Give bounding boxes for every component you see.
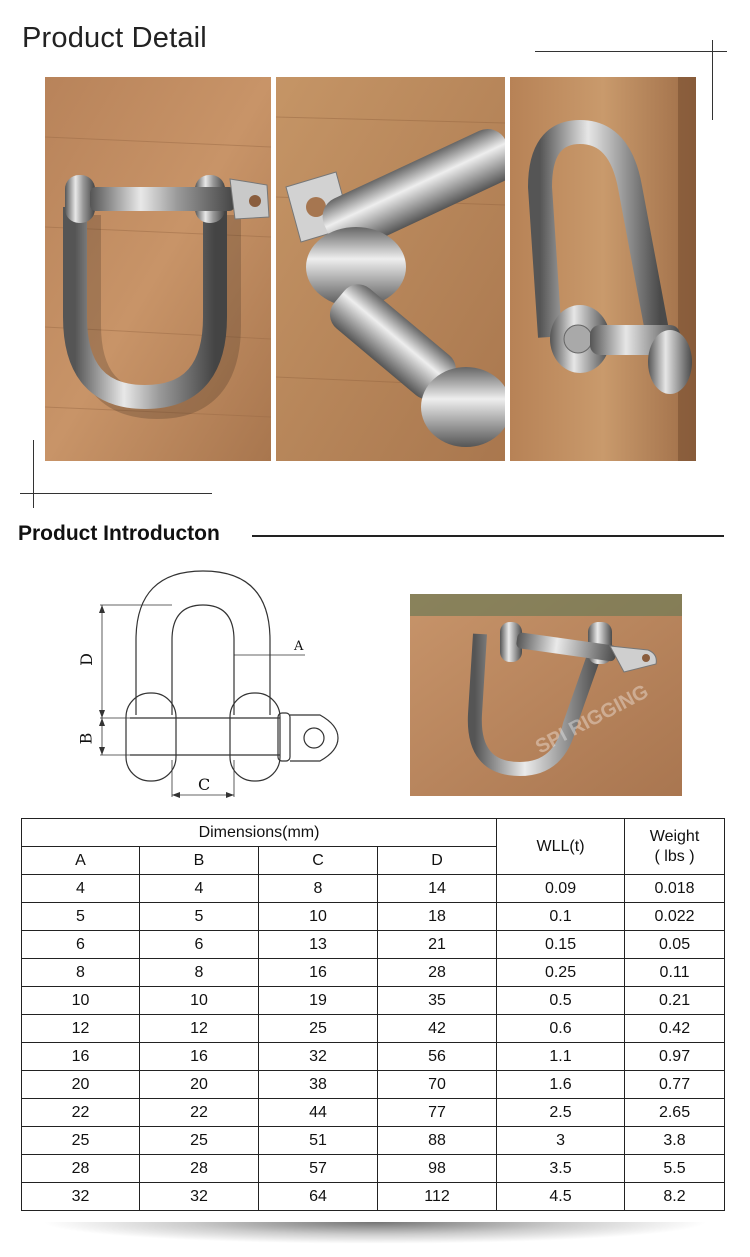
table-row bbox=[22, 987, 725, 1015]
cell-d: 35 bbox=[378, 987, 497, 1015]
cell-d: 77 bbox=[378, 1099, 497, 1127]
weight-header-line2: ( lbs ) bbox=[654, 847, 695, 865]
cell-c: 32 bbox=[259, 1043, 378, 1071]
cell-b: 16 bbox=[140, 1043, 259, 1071]
weight-header bbox=[625, 819, 725, 875]
column-header-b: B bbox=[140, 847, 259, 875]
cell-d: 18 bbox=[378, 903, 497, 931]
cell-weight: 0.77 bbox=[625, 1071, 725, 1099]
d-shackle-pin-closeup-photo-icon bbox=[276, 77, 505, 461]
cell-a: 12 bbox=[22, 1015, 140, 1043]
cell-c: 51 bbox=[259, 1127, 378, 1155]
cell-d: 56 bbox=[378, 1043, 497, 1071]
cell-c: 25 bbox=[259, 1015, 378, 1043]
header-rule-vertical bbox=[712, 40, 713, 120]
diagram-label-d: D bbox=[76, 653, 96, 666]
cell-c: 13 bbox=[259, 931, 378, 959]
cell-weight: 8.2 bbox=[625, 1183, 725, 1211]
cell-d: 42 bbox=[378, 1015, 497, 1043]
dimension-diagram bbox=[70, 565, 350, 805]
cell-c: 38 bbox=[259, 1071, 378, 1099]
product-photo-front bbox=[45, 77, 271, 461]
cell-c: 57 bbox=[259, 1155, 378, 1183]
cell-a: 32 bbox=[22, 1183, 140, 1211]
cell-wll: 4.5 bbox=[497, 1183, 625, 1211]
cell-c: 19 bbox=[259, 987, 378, 1015]
photo-watermark: SPI RIGGING bbox=[532, 680, 653, 759]
d-shackle-side-photo-icon bbox=[510, 77, 696, 461]
cell-weight: 3.8 bbox=[625, 1127, 725, 1155]
cell-b: 10 bbox=[140, 987, 259, 1015]
section-title: Product Introducton bbox=[18, 522, 220, 545]
cell-b: 4 bbox=[140, 875, 259, 903]
cell-d: 28 bbox=[378, 959, 497, 987]
cell-a: 20 bbox=[22, 1071, 140, 1099]
dimensions-header: Dimensions(mm) bbox=[22, 819, 497, 847]
cell-weight: 0.022 bbox=[625, 903, 725, 931]
cell-b: 20 bbox=[140, 1071, 259, 1099]
cell-a: 5 bbox=[22, 903, 140, 931]
shackle-diagram-icon bbox=[70, 565, 350, 805]
cell-b: 8 bbox=[140, 959, 259, 987]
column-header-a: A bbox=[22, 847, 140, 875]
table-row bbox=[22, 1015, 725, 1043]
cell-wll: 1.6 bbox=[497, 1071, 625, 1099]
cell-weight: 5.5 bbox=[625, 1155, 725, 1183]
cell-wll: 3 bbox=[497, 1127, 625, 1155]
cell-a: 16 bbox=[22, 1043, 140, 1071]
product-photo-pin bbox=[276, 77, 505, 461]
cell-wll: 0.1 bbox=[497, 903, 625, 931]
column-header-c: C bbox=[259, 847, 378, 875]
cell-d: 21 bbox=[378, 931, 497, 959]
table-row bbox=[22, 903, 725, 931]
cell-wll: 0.5 bbox=[497, 987, 625, 1015]
table-header-row bbox=[22, 819, 725, 847]
table-row bbox=[22, 1127, 725, 1155]
weight-header-line1: Weight bbox=[649, 827, 700, 845]
photo-frame-rule bbox=[20, 493, 212, 494]
product-photo-side bbox=[510, 77, 696, 461]
header-rule bbox=[535, 51, 727, 52]
cell-b: 12 bbox=[140, 1015, 259, 1043]
diagram-label-c: C bbox=[198, 775, 211, 794]
table-row bbox=[22, 875, 725, 903]
cell-b: 6 bbox=[140, 931, 259, 959]
cell-b: 32 bbox=[140, 1183, 259, 1211]
cell-wll: 0.6 bbox=[497, 1015, 625, 1043]
cell-wll: 2.5 bbox=[497, 1099, 625, 1127]
cell-weight: 0.11 bbox=[625, 959, 725, 987]
product-photo-angled bbox=[410, 594, 682, 796]
table-row bbox=[22, 1183, 725, 1211]
cell-a: 28 bbox=[22, 1155, 140, 1183]
cell-weight: 0.21 bbox=[625, 987, 725, 1015]
cell-d: 98 bbox=[378, 1155, 497, 1183]
cell-a: 8 bbox=[22, 959, 140, 987]
cell-b: 25 bbox=[140, 1127, 259, 1155]
cell-wll: 0.15 bbox=[497, 931, 625, 959]
photo-frame-rule-vertical bbox=[33, 440, 34, 508]
cell-wll: 0.09 bbox=[497, 875, 625, 903]
table-row bbox=[22, 1071, 725, 1099]
spec-table bbox=[21, 818, 725, 1211]
cell-wll: 1.1 bbox=[497, 1043, 625, 1071]
column-header-d: D bbox=[378, 847, 497, 875]
cell-weight: 0.018 bbox=[625, 875, 725, 903]
cell-c: 10 bbox=[259, 903, 378, 931]
cell-c: 64 bbox=[259, 1183, 378, 1211]
d-shackle-front-photo-icon bbox=[45, 77, 271, 461]
section-title-rule bbox=[252, 535, 724, 537]
cell-a: 10 bbox=[22, 987, 140, 1015]
table-row bbox=[22, 1099, 725, 1127]
cell-d: 112 bbox=[378, 1183, 497, 1211]
d-shackle-angled-photo-icon bbox=[410, 594, 682, 796]
cell-b: 22 bbox=[140, 1099, 259, 1127]
cell-weight: 0.97 bbox=[625, 1043, 725, 1071]
cell-d: 14 bbox=[378, 875, 497, 903]
cell-a: 22 bbox=[22, 1099, 140, 1127]
cell-weight: 2.65 bbox=[625, 1099, 725, 1127]
page-title: Product Detail bbox=[22, 22, 207, 54]
cell-b: 28 bbox=[140, 1155, 259, 1183]
cell-d: 70 bbox=[378, 1071, 497, 1099]
cell-c: 8 bbox=[259, 875, 378, 903]
table-row bbox=[22, 1043, 725, 1071]
table-row bbox=[22, 931, 725, 959]
table-row bbox=[22, 959, 725, 987]
cell-c: 16 bbox=[259, 959, 378, 987]
diagram-label-a: A bbox=[294, 639, 304, 654]
cell-wll: 3.5 bbox=[497, 1155, 625, 1183]
cell-wll: 0.25 bbox=[497, 959, 625, 987]
cell-a: 6 bbox=[22, 931, 140, 959]
table-row bbox=[22, 1155, 725, 1183]
cell-weight: 0.05 bbox=[625, 931, 725, 959]
cell-a: 4 bbox=[22, 875, 140, 903]
bottom-shadow bbox=[40, 1222, 710, 1244]
cell-d: 88 bbox=[378, 1127, 497, 1155]
wll-header: WLL(t) bbox=[497, 819, 625, 875]
cell-weight: 0.42 bbox=[625, 1015, 725, 1043]
diagram-label-b: B bbox=[76, 732, 96, 745]
cell-a: 25 bbox=[22, 1127, 140, 1155]
cell-c: 44 bbox=[259, 1099, 378, 1127]
cell-b: 5 bbox=[140, 903, 259, 931]
